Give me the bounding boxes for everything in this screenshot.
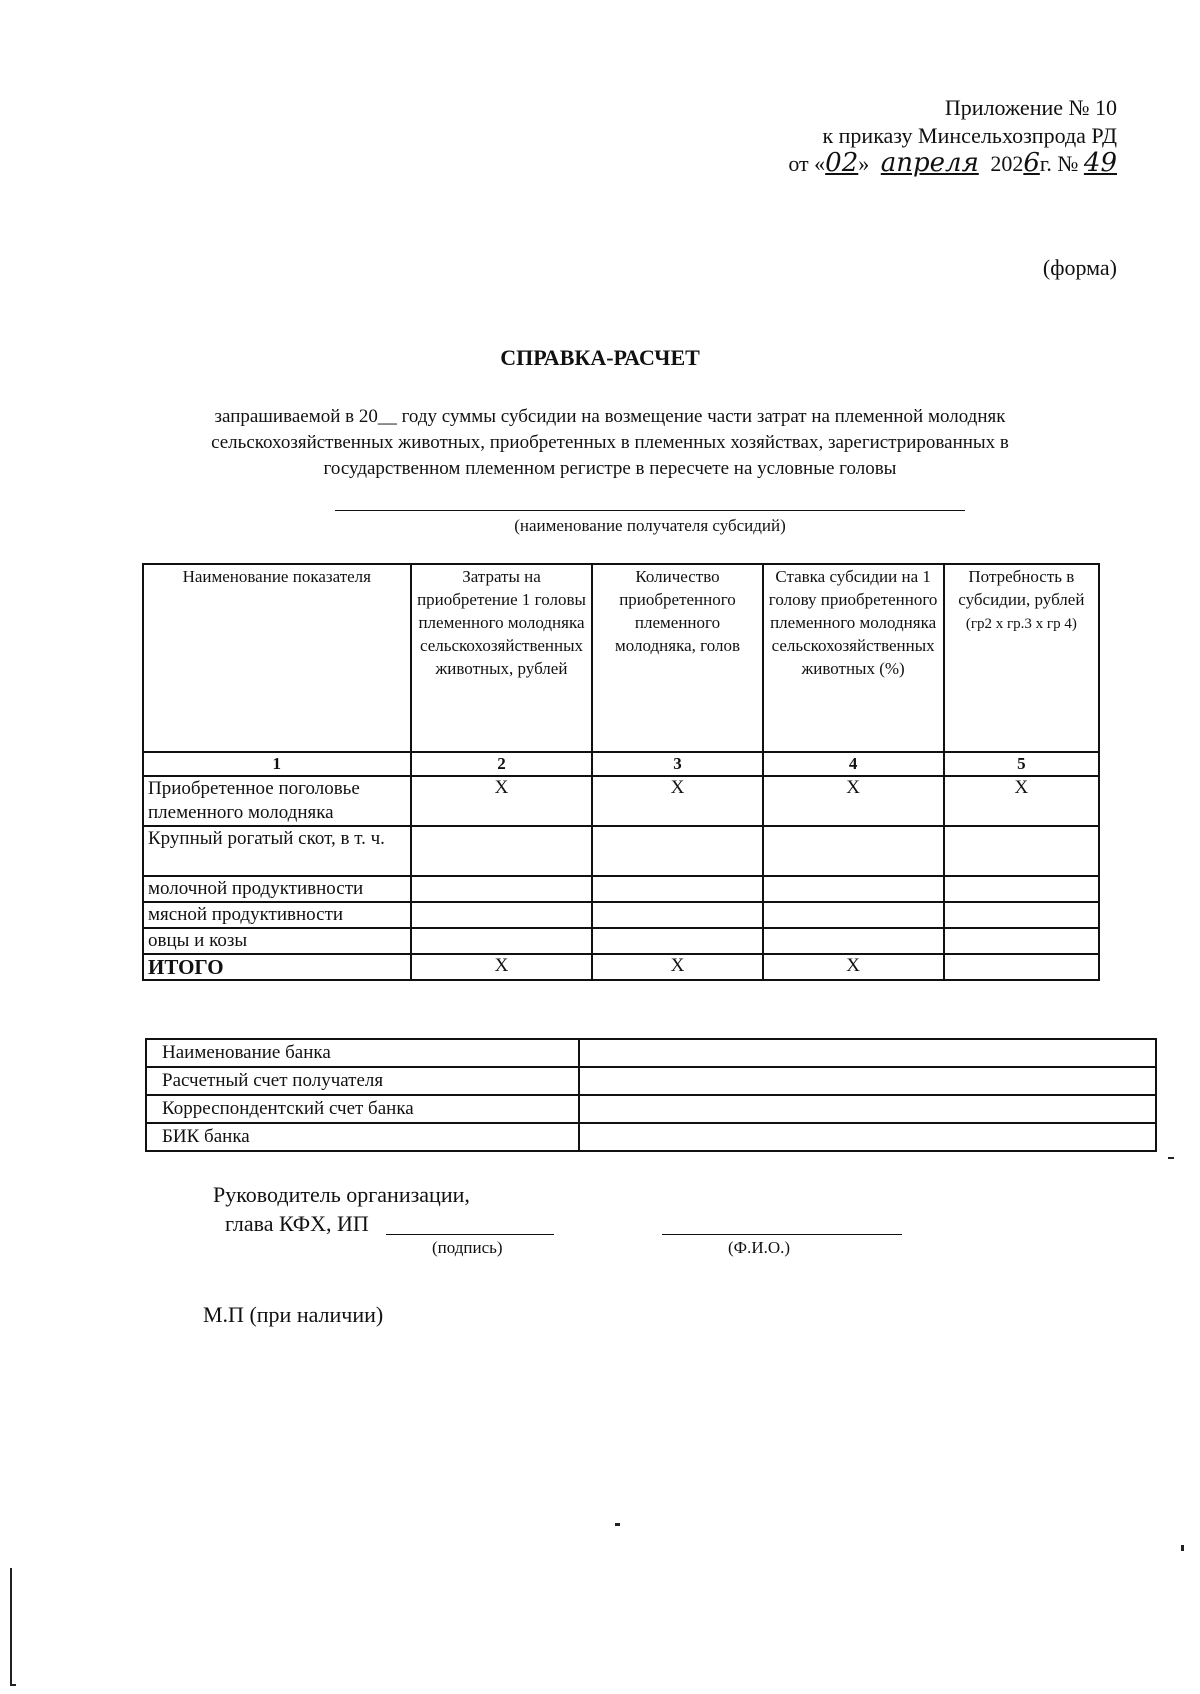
order-date-line xyxy=(788,146,1117,181)
bank-row-label: Наименование банка xyxy=(146,1039,579,1067)
document-subtitle: запрашиваемой в 20__ году суммы субсидии на возмещение части затрат на племенной молодняк сельскохозяйственных животных, приобретенных в племенных хозяйствах, зарегистрированных в государственном племенном регистре в пересчете на условные головы xyxy=(211,406,1009,479)
table-cell[interactable] xyxy=(592,826,762,876)
header-indicator-name: Наименование показателя xyxy=(143,564,411,752)
bank-row xyxy=(146,1067,1156,1095)
table-cell[interactable] xyxy=(763,902,944,928)
table-cell[interactable]: X xyxy=(411,776,593,826)
recipient-caption: (наименование получателя субсидий) xyxy=(514,516,786,535)
bank-row xyxy=(146,1123,1156,1151)
row-label: мясной продуктивности xyxy=(143,902,411,928)
scan-speck xyxy=(1181,1545,1184,1551)
table-cell[interactable] xyxy=(763,928,944,954)
column-number: 5 xyxy=(944,752,1099,776)
bank-details-table xyxy=(145,1038,1157,1152)
name-caption: (Ф.И.О.) xyxy=(728,1238,791,1257)
table-cell[interactable] xyxy=(763,876,944,902)
table-cell[interactable] xyxy=(944,928,1099,954)
column-number: 1 xyxy=(143,752,411,776)
scan-edge-mark xyxy=(10,1568,12,1686)
bank-row-value[interactable] xyxy=(579,1123,1156,1151)
bank-row-value[interactable] xyxy=(579,1095,1156,1123)
column-number: 4 xyxy=(763,752,944,776)
row-label: овцы и козы xyxy=(143,928,411,954)
column-number: 2 xyxy=(411,752,593,776)
bank-row xyxy=(146,1039,1156,1067)
table-row xyxy=(143,876,1099,902)
scan-speck xyxy=(1168,1157,1174,1159)
header-cost-per-head: Затраты на приобретение 1 головы племенного молодняка сельскохозяйственных животных, рублей xyxy=(411,564,593,752)
signature-line[interactable] xyxy=(386,1234,554,1235)
signature-caption: (подпись) xyxy=(432,1238,503,1257)
order-number-handwritten: 49 xyxy=(1083,148,1117,178)
header-subsidy-rate: Ставка субсидии на 1 голову приобретенного племенного молодняка сельскохозяйственных животных (%) xyxy=(763,564,944,752)
date-month-handwritten: апреля xyxy=(880,148,979,178)
row-label: молочной продуктивности xyxy=(143,876,411,902)
table-cell[interactable] xyxy=(592,902,762,928)
date-year-digit-handwritten: 6 xyxy=(1023,148,1040,178)
table-row-total xyxy=(143,954,1099,980)
table-cell[interactable] xyxy=(944,902,1099,928)
bank-row-label: Корреспондентский счет банка xyxy=(146,1095,579,1123)
row-label: Крупный рогатый скот, в т. ч. xyxy=(143,826,411,876)
bank-row-value[interactable] xyxy=(579,1039,1156,1067)
table-cell[interactable] xyxy=(411,928,593,954)
stamp-label: М.П (при наличии) xyxy=(203,1302,384,1327)
date-day-handwritten: 02 xyxy=(825,148,859,178)
recipient-name-line xyxy=(335,510,965,511)
appendix-number: Приложение № 10 xyxy=(944,95,1117,120)
name-line[interactable] xyxy=(662,1234,902,1235)
header-subsidy-formula: (гр2 х гр.3 х гр 4) xyxy=(965,616,1077,632)
document-title: СПРАВКА-РАСЧЕТ xyxy=(500,345,700,370)
column-number: 3 xyxy=(592,752,762,776)
table-cell[interactable] xyxy=(592,876,762,902)
appendix-order-reference: к приказу Минсельхозпрода РД xyxy=(822,123,1117,148)
date-year-prefix: 202 xyxy=(990,151,1024,176)
header-subsidy-need xyxy=(944,564,1099,752)
signatory-title-line1: Руководитель организации, xyxy=(213,1182,470,1207)
table-cell[interactable] xyxy=(411,876,593,902)
table-cell[interactable] xyxy=(411,826,593,876)
bank-row-label: Расчетный счет получателя xyxy=(146,1067,579,1095)
table-cell[interactable] xyxy=(592,928,762,954)
table-cell[interactable]: X xyxy=(763,954,944,980)
table-cell[interactable]: X xyxy=(944,776,1099,826)
table-cell[interactable] xyxy=(763,826,944,876)
date-prefix: от « xyxy=(788,151,826,176)
row-label-total: ИТОГО xyxy=(143,954,411,980)
table-cell[interactable] xyxy=(411,902,593,928)
date-suffix: г. № xyxy=(1039,151,1079,176)
date-mid: » xyxy=(858,151,870,176)
table-cell[interactable]: X xyxy=(411,954,593,980)
row-label: Приобретенное поголовье племенного молодняка xyxy=(143,776,411,826)
form-label: (форма) xyxy=(1042,255,1117,280)
table-cell[interactable]: X xyxy=(592,954,762,980)
table-cell[interactable] xyxy=(944,876,1099,902)
table-cell[interactable] xyxy=(944,826,1099,876)
column-number-row xyxy=(143,752,1099,776)
table-cell[interactable]: X xyxy=(763,776,944,826)
subsidy-calculation-table xyxy=(142,563,1100,981)
table-cell[interactable] xyxy=(944,954,1099,980)
table-cell[interactable]: X xyxy=(592,776,762,826)
bank-row-label: БИК банка xyxy=(146,1123,579,1151)
table-row xyxy=(143,826,1099,876)
bank-row xyxy=(146,1095,1156,1123)
signatory-title-line2: глава КФХ, ИП xyxy=(225,1211,369,1236)
table-row xyxy=(143,776,1099,826)
header-quantity: Количество приобретенного племенного молодняка, голов xyxy=(592,564,762,752)
scan-edge-mark xyxy=(10,1684,16,1686)
bank-row-value[interactable] xyxy=(579,1067,1156,1095)
scan-speck xyxy=(615,1523,620,1526)
table-header-row xyxy=(143,564,1099,752)
header-subsidy-need-label: Потребность в субсидии, рублей xyxy=(958,567,1085,609)
table-row xyxy=(143,902,1099,928)
table-row xyxy=(143,928,1099,954)
